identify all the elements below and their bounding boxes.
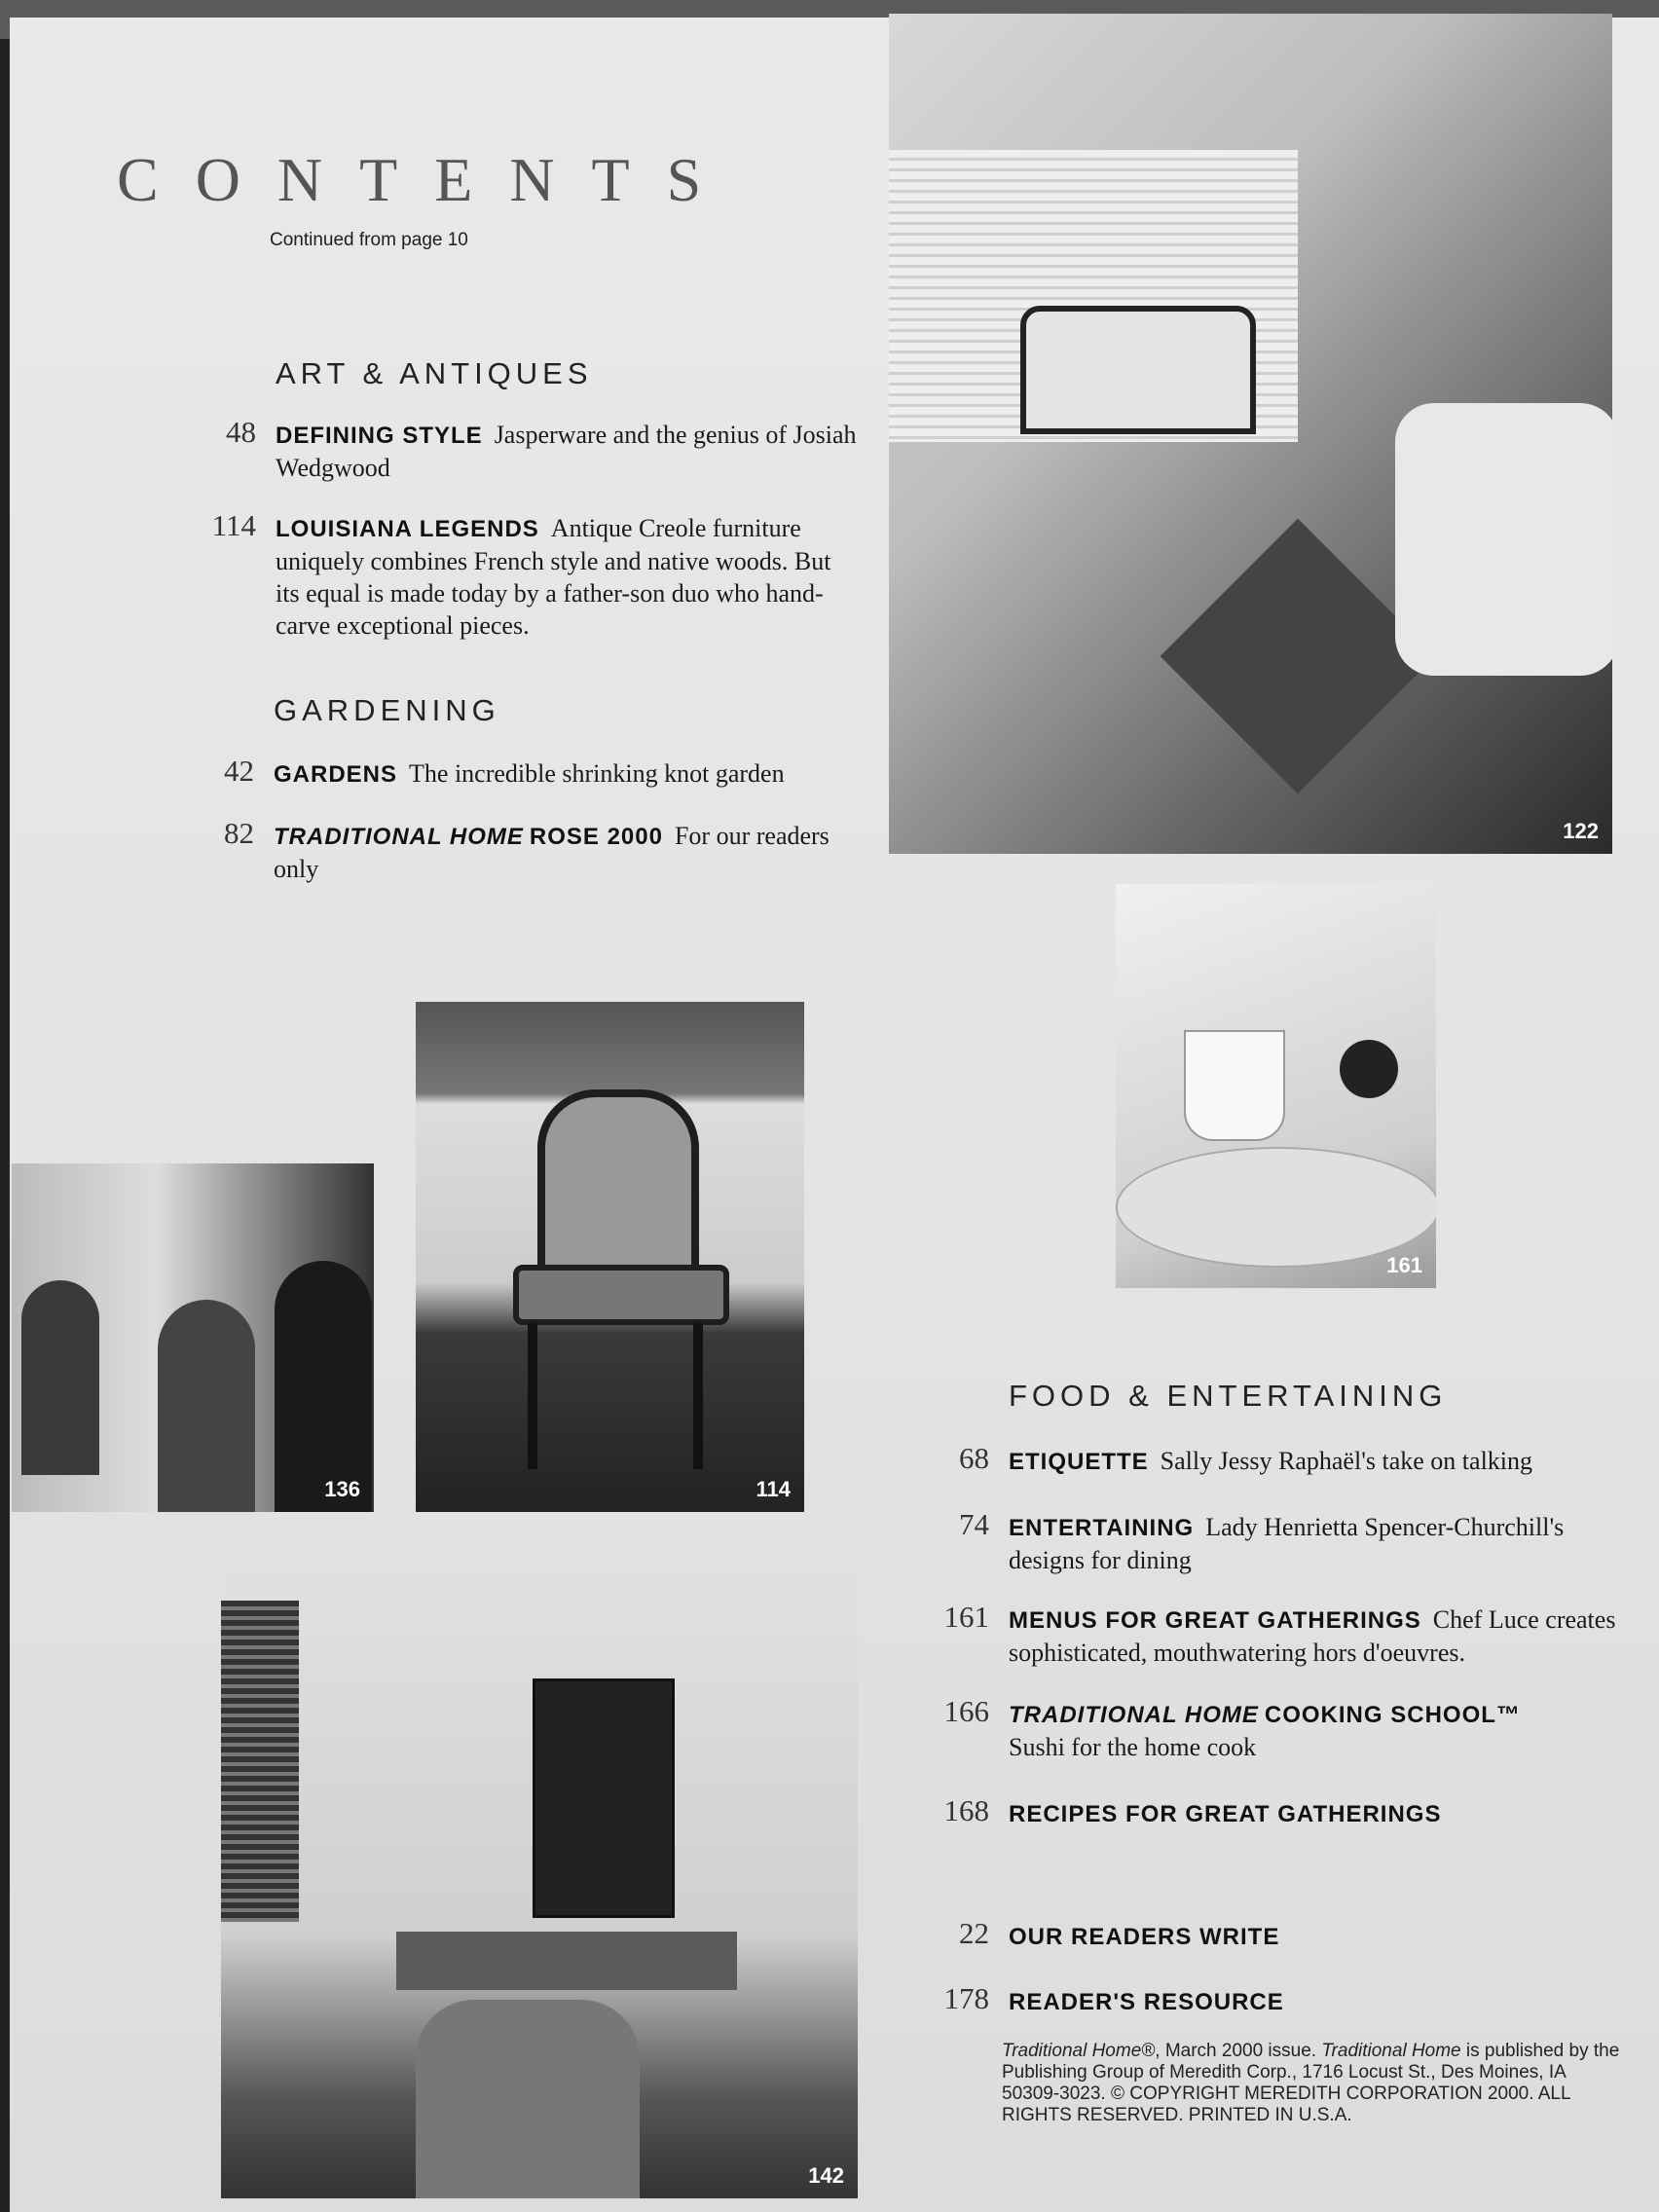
publisher-notice [1002,2041,1625,2126]
person [158,1300,255,1512]
toc-entry[interactable] [959,1507,1593,1576]
toc-entry[interactable] [959,1441,1632,1478]
entry-title-italic: TRADITIONAL HOME [274,824,524,850]
notice-text: is published by the Publishing Group of Meredith Corp., 1716 Locust St., Des Moines, IA 50309-3023. © COPYRIGHT MEREDITH CORPORATION 2000. ALL RIGHTS RESERVED. PRINTED IN U.S.A. [1002,2041,1620,2125]
toc-entry[interactable] [959,1916,1593,1953]
photo-page-number: 122 [1563,819,1599,843]
poster [533,1678,675,1918]
entry-title: READER'S RESOURCE [1009,1989,1284,2015]
study-photo [221,1542,858,2198]
section-heading-gardening: GARDENING [274,693,500,727]
magazine-name: Traditional Home [1321,2041,1461,2061]
person [275,1261,372,1512]
page-edge [0,39,10,2212]
entry-desc: Chef Luce creates sophisticated, mouthwatering hors d'oeuvres. [1009,1605,1616,1667]
entry-title: COOKING SCHOOL™ [1264,1702,1521,1728]
page-number: 114 [211,508,256,542]
person [21,1280,99,1475]
photo-page-number: 161 [1386,1253,1422,1277]
notice-text: , March 2000 issue. [1155,2041,1322,2061]
entry-title: ENTERTAINING [1009,1515,1195,1541]
page-number: 161 [943,1600,989,1634]
chair-back [537,1089,699,1280]
page-number: 68 [959,1441,989,1475]
page-number: 48 [226,415,256,449]
entry-title: LOUISIANA LEGENDS [276,516,539,542]
settee [1020,306,1256,434]
photo-page-number: 136 [324,1477,360,1501]
entry-title: ROSE 2000 [529,824,663,850]
entry-desc: Lady Henrietta Spencer-Churchill's designs for dining [1009,1513,1565,1574]
toc-entry[interactable] [943,1793,1593,1830]
chair-leg [528,1323,537,1469]
entry-desc: Sally Jessy Raphaël's take on talking [1160,1447,1533,1475]
page-number: 178 [943,1981,989,2015]
photo-page-number: 142 [808,2163,844,2188]
window-blinds [221,1601,299,1922]
entry-desc: Antique Creole furniture uniquely combines French style and native woods. But its equal is made today by a father-son duo who hand-carve exceptional pieces. [276,514,831,640]
sofa [1395,403,1612,676]
entry-title: OUR READERS WRITE [1009,1924,1280,1950]
entry-title: GARDENS [274,761,398,788]
entry-desc: For our readers only [274,822,830,883]
page-number: 82 [224,816,254,850]
page-number: 74 [959,1507,989,1541]
star-table [1161,519,1436,794]
family-kitchen-photo [12,1163,374,1512]
page-title: CONTENTS [117,145,739,214]
toc-entry[interactable] [224,754,897,791]
cup [1184,1030,1285,1141]
toc-entry[interactable] [943,1981,1593,2018]
entry-title: RECIPES FOR GREAT GATHERINGS [1009,1801,1442,1827]
chair-photo [416,1002,804,1512]
living-room-photo [889,14,1612,854]
fruit [1340,1040,1398,1098]
desk [396,1932,737,1990]
entry-title: ETIQUETTE [1009,1449,1149,1475]
entry-desc: The incredible shrinking knot garden [409,759,785,788]
entry-title: DEFINING STYLE [276,423,483,449]
section-heading-food: FOOD & ENTERTAINING [1009,1379,1448,1413]
page-number: 168 [943,1793,989,1827]
chair-seat [513,1265,729,1325]
entry-desc: Sushi for the home cook [1009,1733,1257,1761]
entry-desc: Jasperware and the genius of Josiah Wedgwood [276,421,857,482]
toc-entry[interactable] [211,508,860,642]
dessert-photo [1116,884,1436,1288]
section-heading-art: ART & ANTIQUES [276,356,593,390]
entry-title-italic: TRADITIONAL HOME [1009,1702,1259,1728]
page-number: 42 [224,754,254,788]
page-number: 166 [943,1694,989,1728]
toc-entry[interactable] [224,816,858,885]
continued-note: Continued from page 10 [270,230,468,250]
chair-leg [693,1323,703,1469]
photo-page-number: 114 [756,1477,791,1501]
toc-entry[interactable] [943,1600,1632,1669]
armchair [416,2000,640,2198]
toc-entry[interactable] [943,1694,1632,1763]
magazine-name: Traditional Home® [1002,2041,1156,2061]
page-number: 22 [959,1916,989,1950]
entry-title: MENUS FOR GREAT GATHERINGS [1009,1607,1421,1634]
toc-entry[interactable] [226,415,860,484]
plate [1116,1147,1436,1268]
